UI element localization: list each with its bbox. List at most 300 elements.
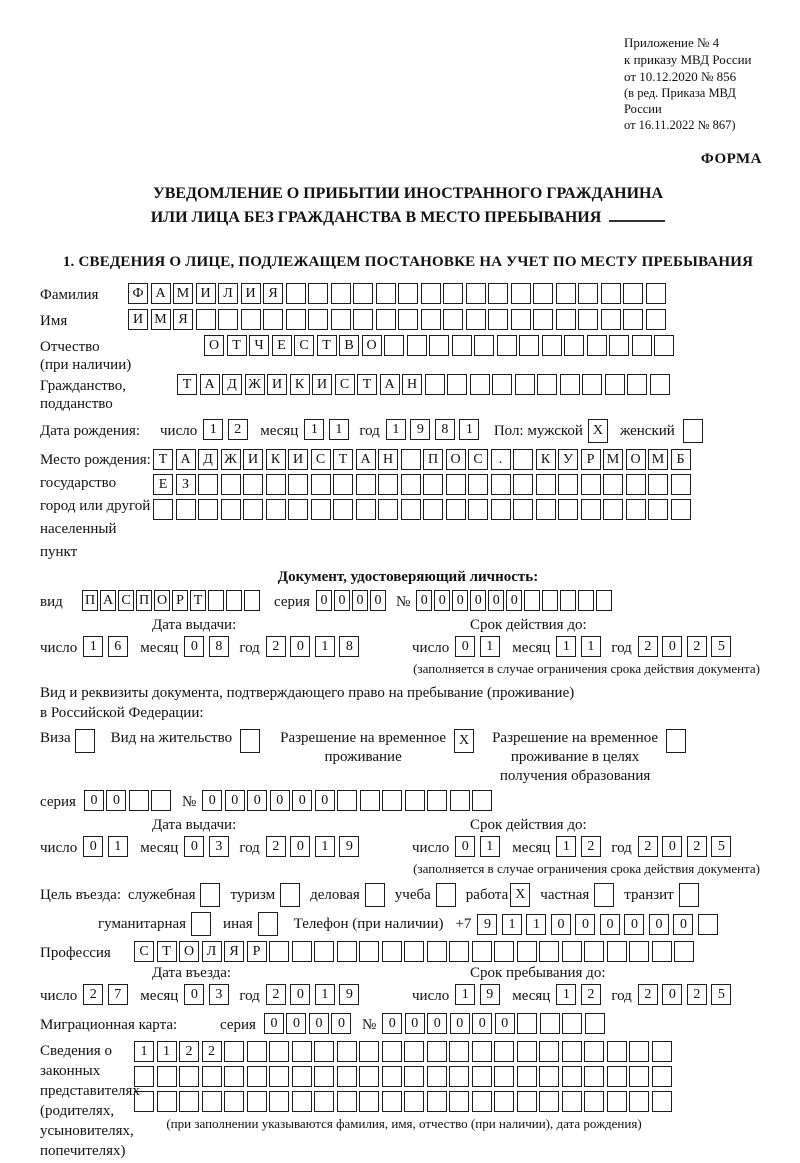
form-cell[interactable]	[517, 1041, 537, 1062]
form-cell[interactable]	[470, 374, 490, 395]
form-cell[interactable]: А	[380, 374, 400, 395]
form-cell[interactable]: 1	[459, 419, 479, 440]
form-cell[interactable]: 0	[600, 914, 620, 935]
form-cell[interactable]	[603, 499, 623, 520]
form-cell[interactable]	[382, 1091, 402, 1112]
form-cell[interactable]	[311, 474, 331, 495]
form-cell[interactable]: Д	[222, 374, 242, 395]
form-cell[interactable]: 0	[624, 914, 644, 935]
form-cell[interactable]	[450, 790, 470, 811]
form-cell[interactable]	[333, 474, 353, 495]
form-cell[interactable]	[359, 1041, 379, 1062]
form-cell[interactable]	[378, 474, 398, 495]
form-cell[interactable]	[331, 283, 351, 304]
form-cell[interactable]	[337, 1091, 357, 1112]
form-cell[interactable]: 0	[270, 790, 290, 811]
form-cell[interactable]: А	[200, 374, 220, 395]
form-cell[interactable]	[288, 474, 308, 495]
form-cell[interactable]	[472, 1041, 492, 1062]
form-cell[interactable]: 1	[480, 636, 500, 657]
form-cell[interactable]: 0	[290, 836, 310, 857]
form-cell[interactable]	[179, 1091, 199, 1112]
form-cell[interactable]	[607, 1041, 627, 1062]
form-cell[interactable]: 0	[264, 1013, 284, 1034]
form-cell[interactable]	[134, 1091, 154, 1112]
form-cell[interactable]	[376, 309, 396, 330]
form-cell[interactable]: 0	[416, 590, 432, 611]
form-cell[interactable]	[382, 1041, 402, 1062]
form-cell[interactable]	[423, 499, 443, 520]
form-cell[interactable]	[360, 790, 380, 811]
form-cell[interactable]: О	[204, 335, 224, 356]
form-cell[interactable]: 0	[370, 590, 386, 611]
form-cell[interactable]: 8	[435, 419, 455, 440]
form-cell[interactable]	[652, 941, 672, 962]
form-cell[interactable]	[421, 309, 441, 330]
form-cell[interactable]: В	[339, 335, 359, 356]
form-cell[interactable]: 0	[405, 1013, 425, 1034]
form-cell[interactable]	[648, 499, 668, 520]
form-cell[interactable]: 0	[106, 790, 126, 811]
form-cell[interactable]	[524, 590, 540, 611]
purpose-business-checkbox[interactable]	[365, 883, 385, 907]
form-cell[interactable]	[632, 335, 652, 356]
form-cell[interactable]: О	[179, 941, 199, 962]
form-cell[interactable]: 0	[184, 836, 204, 857]
form-cell[interactable]: А	[356, 449, 376, 470]
form-cell[interactable]: 9	[339, 984, 359, 1005]
form-cell[interactable]: .	[491, 449, 511, 470]
form-cell[interactable]	[266, 474, 286, 495]
form-cell[interactable]	[605, 374, 625, 395]
form-cell[interactable]	[333, 499, 353, 520]
purpose-transit-checkbox[interactable]	[679, 883, 699, 907]
form-cell[interactable]	[513, 499, 533, 520]
form-cell[interactable]: О	[446, 449, 466, 470]
form-cell[interactable]	[497, 335, 517, 356]
form-cell[interactable]: С	[134, 941, 154, 962]
form-cell[interactable]	[558, 499, 578, 520]
form-cell[interactable]	[562, 1013, 582, 1034]
form-cell[interactable]: 9	[339, 836, 359, 857]
form-cell[interactable]: И	[128, 309, 148, 330]
form-cell[interactable]	[443, 283, 463, 304]
form-cell[interactable]: Я	[224, 941, 244, 962]
form-cell[interactable]: Р	[581, 449, 601, 470]
form-cell[interactable]	[221, 499, 241, 520]
form-cell[interactable]	[513, 449, 533, 470]
form-cell[interactable]	[558, 474, 578, 495]
form-cell[interactable]	[176, 499, 196, 520]
form-cell[interactable]	[308, 309, 328, 330]
form-cell[interactable]: 3	[209, 836, 229, 857]
form-cell[interactable]	[337, 790, 357, 811]
form-cell[interactable]	[427, 1066, 447, 1087]
form-cell[interactable]	[513, 474, 533, 495]
form-cell[interactable]	[218, 309, 238, 330]
form-cell[interactable]	[314, 1041, 334, 1062]
form-cell[interactable]: 0	[673, 914, 693, 935]
form-cell[interactable]: 1	[556, 636, 576, 657]
form-cell[interactable]	[511, 309, 531, 330]
form-cell[interactable]	[584, 1066, 604, 1087]
form-cell[interactable]: 3	[209, 984, 229, 1005]
form-cell[interactable]	[292, 1091, 312, 1112]
form-cell[interactable]: П	[82, 590, 98, 611]
form-cell[interactable]: 2	[266, 636, 286, 657]
form-cell[interactable]	[308, 283, 328, 304]
form-cell[interactable]: Е	[153, 474, 173, 495]
form-cell[interactable]	[398, 283, 418, 304]
form-cell[interactable]	[626, 474, 646, 495]
form-cell[interactable]: 2	[638, 636, 658, 657]
form-cell[interactable]: И	[267, 374, 287, 395]
form-cell[interactable]	[578, 283, 598, 304]
form-cell[interactable]	[652, 1091, 672, 1112]
form-cell[interactable]	[533, 309, 553, 330]
form-cell[interactable]	[202, 1066, 222, 1087]
form-cell[interactable]	[157, 1066, 177, 1087]
form-cell[interactable]	[425, 374, 445, 395]
form-cell[interactable]	[398, 309, 418, 330]
form-cell[interactable]	[179, 1066, 199, 1087]
form-cell[interactable]	[623, 309, 643, 330]
form-cell[interactable]: 1	[134, 1041, 154, 1062]
form-cell[interactable]	[407, 335, 427, 356]
form-cell[interactable]	[359, 1091, 379, 1112]
form-cell[interactable]: И	[196, 283, 216, 304]
form-cell[interactable]: Т	[153, 449, 173, 470]
form-cell[interactable]	[449, 1066, 469, 1087]
form-cell[interactable]	[198, 474, 218, 495]
form-cell[interactable]	[263, 309, 283, 330]
form-cell[interactable]	[671, 499, 691, 520]
form-cell[interactable]	[468, 499, 488, 520]
form-cell[interactable]	[221, 474, 241, 495]
form-cell[interactable]: М	[151, 309, 171, 330]
form-cell[interactable]	[314, 1066, 334, 1087]
form-cell[interactable]	[601, 283, 621, 304]
form-cell[interactable]	[382, 941, 402, 962]
form-cell[interactable]	[542, 590, 558, 611]
form-cell[interactable]	[581, 499, 601, 520]
form-cell[interactable]	[468, 474, 488, 495]
form-cell[interactable]: 0	[506, 590, 522, 611]
permanent-residence-checkbox[interactable]	[240, 729, 260, 753]
form-cell[interactable]	[443, 309, 463, 330]
form-cell[interactable]: 0	[488, 590, 504, 611]
purpose-study-checkbox[interactable]	[436, 883, 456, 907]
form-cell[interactable]	[292, 941, 312, 962]
form-cell[interactable]: П	[423, 449, 443, 470]
form-cell[interactable]	[449, 941, 469, 962]
form-cell[interactable]	[405, 790, 425, 811]
form-cell[interactable]	[404, 941, 424, 962]
form-cell[interactable]: Т	[157, 941, 177, 962]
form-cell[interactable]	[536, 499, 556, 520]
form-cell[interactable]	[562, 1091, 582, 1112]
form-cell[interactable]	[376, 283, 396, 304]
form-cell[interactable]: 0	[331, 1013, 351, 1034]
form-cell[interactable]	[452, 335, 472, 356]
form-cell[interactable]: 0	[452, 590, 468, 611]
form-cell[interactable]: 0	[662, 836, 682, 857]
form-cell[interactable]	[562, 1041, 582, 1062]
form-cell[interactable]	[629, 1091, 649, 1112]
form-cell[interactable]: Ж	[245, 374, 265, 395]
purpose-humanitarian-checkbox[interactable]	[191, 912, 211, 936]
form-cell[interactable]: Я	[173, 309, 193, 330]
form-cell[interactable]: 0	[225, 790, 245, 811]
form-cell[interactable]	[153, 499, 173, 520]
form-cell[interactable]	[157, 1091, 177, 1112]
form-cell[interactable]	[244, 590, 260, 611]
form-cell[interactable]: 7	[108, 984, 128, 1005]
form-cell[interactable]: 0	[290, 636, 310, 657]
form-cell[interactable]	[472, 1066, 492, 1087]
form-cell[interactable]	[629, 1041, 649, 1062]
form-cell[interactable]	[578, 590, 594, 611]
form-cell[interactable]: И	[312, 374, 332, 395]
form-cell[interactable]	[646, 309, 666, 330]
form-cell[interactable]: 0	[472, 1013, 492, 1034]
form-cell[interactable]	[650, 374, 670, 395]
form-cell[interactable]: Я	[263, 283, 283, 304]
form-cell[interactable]: Т	[227, 335, 247, 356]
sex-male-checkbox[interactable]: X	[588, 419, 608, 443]
form-cell[interactable]	[384, 335, 404, 356]
form-cell[interactable]	[224, 1091, 244, 1112]
form-cell[interactable]: 0	[382, 1013, 402, 1034]
form-cell[interactable]: 1	[108, 836, 128, 857]
edu-residence-checkbox[interactable]	[666, 729, 686, 753]
form-cell[interactable]	[269, 1041, 289, 1062]
form-cell[interactable]: С	[118, 590, 134, 611]
form-cell[interactable]: 2	[638, 836, 658, 857]
form-cell[interactable]: 0	[575, 914, 595, 935]
form-cell[interactable]	[247, 1066, 267, 1087]
form-cell[interactable]	[494, 1091, 514, 1112]
form-cell[interactable]	[587, 335, 607, 356]
form-cell[interactable]: 2	[687, 984, 707, 1005]
form-cell[interactable]	[494, 941, 514, 962]
form-cell[interactable]	[560, 374, 580, 395]
form-cell[interactable]: 1	[455, 984, 475, 1005]
form-cell[interactable]: 0	[184, 636, 204, 657]
form-cell[interactable]	[382, 790, 402, 811]
form-cell[interactable]	[556, 283, 576, 304]
form-cell[interactable]	[292, 1041, 312, 1062]
form-cell[interactable]: У	[558, 449, 578, 470]
form-cell[interactable]	[517, 1066, 537, 1087]
form-cell[interactable]	[429, 335, 449, 356]
form-cell[interactable]	[196, 309, 216, 330]
form-cell[interactable]	[314, 941, 334, 962]
form-cell[interactable]: 9	[477, 914, 497, 935]
form-cell[interactable]	[286, 283, 306, 304]
form-cell[interactable]	[449, 1041, 469, 1062]
form-cell[interactable]: Н	[378, 449, 398, 470]
form-cell[interactable]	[243, 499, 263, 520]
form-cell[interactable]: 2	[83, 984, 103, 1005]
form-cell[interactable]	[537, 374, 557, 395]
purpose-other-checkbox[interactable]	[258, 912, 278, 936]
form-cell[interactable]: 0	[495, 1013, 515, 1034]
form-cell[interactable]	[515, 374, 535, 395]
form-cell[interactable]	[629, 941, 649, 962]
form-cell[interactable]	[584, 1041, 604, 1062]
form-cell[interactable]	[129, 790, 149, 811]
form-cell[interactable]: 5	[711, 836, 731, 857]
form-cell[interactable]	[241, 309, 261, 330]
form-cell[interactable]: 1	[556, 984, 576, 1005]
form-cell[interactable]	[584, 941, 604, 962]
form-cell[interactable]: 1	[83, 636, 103, 657]
form-cell[interactable]	[540, 1013, 560, 1034]
form-cell[interactable]: 5	[711, 984, 731, 1005]
form-cell[interactable]	[494, 1066, 514, 1087]
form-cell[interactable]: 2	[687, 636, 707, 657]
form-cell[interactable]	[226, 590, 242, 611]
form-cell[interactable]: 0	[427, 1013, 447, 1034]
form-cell[interactable]	[378, 499, 398, 520]
form-cell[interactable]: О	[154, 590, 170, 611]
form-cell[interactable]	[648, 474, 668, 495]
form-cell[interactable]	[269, 1066, 289, 1087]
form-cell[interactable]	[423, 474, 443, 495]
form-cell[interactable]: Ф	[128, 283, 148, 304]
temp-residence-checkbox[interactable]: X	[454, 729, 474, 753]
purpose-work-checkbox[interactable]: X	[510, 883, 530, 907]
form-cell[interactable]	[539, 941, 559, 962]
form-cell[interactable]	[247, 1041, 267, 1062]
form-cell[interactable]: 0	[470, 590, 486, 611]
form-cell[interactable]: 0	[455, 636, 475, 657]
sex-female-checkbox[interactable]	[683, 419, 703, 443]
form-cell[interactable]: 2	[228, 419, 248, 440]
form-cell[interactable]	[556, 309, 576, 330]
form-cell[interactable]	[562, 941, 582, 962]
form-cell[interactable]: З	[176, 474, 196, 495]
form-cell[interactable]	[353, 309, 373, 330]
form-cell[interactable]	[536, 474, 556, 495]
form-cell[interactable]: Т	[190, 590, 206, 611]
form-cell[interactable]	[517, 1013, 537, 1034]
form-cell[interactable]	[542, 335, 562, 356]
form-cell[interactable]	[629, 1066, 649, 1087]
form-cell[interactable]: М	[648, 449, 668, 470]
form-cell[interactable]	[359, 1066, 379, 1087]
form-cell[interactable]: А	[151, 283, 171, 304]
form-cell[interactable]: 0	[309, 1013, 329, 1034]
form-cell[interactable]	[585, 1013, 605, 1034]
form-cell[interactable]: 1	[304, 419, 324, 440]
form-cell[interactable]: 1	[329, 419, 349, 440]
form-cell[interactable]	[286, 309, 306, 330]
form-cell[interactable]: Ж	[221, 449, 241, 470]
form-cell[interactable]: Ч	[249, 335, 269, 356]
form-cell[interactable]: К	[290, 374, 310, 395]
form-cell[interactable]: 2	[202, 1041, 222, 1062]
form-cell[interactable]	[539, 1091, 559, 1112]
form-cell[interactable]	[311, 499, 331, 520]
form-cell[interactable]	[356, 474, 376, 495]
form-cell[interactable]: 0	[315, 790, 335, 811]
form-cell[interactable]: 0	[184, 984, 204, 1005]
form-cell[interactable]: П	[136, 590, 152, 611]
form-cell[interactable]: Е	[272, 335, 292, 356]
form-cell[interactable]	[627, 374, 647, 395]
form-cell[interactable]	[401, 499, 421, 520]
purpose-official-checkbox[interactable]	[200, 883, 220, 907]
form-cell[interactable]	[353, 283, 373, 304]
form-cell[interactable]	[539, 1041, 559, 1062]
form-cell[interactable]: С	[468, 449, 488, 470]
form-cell[interactable]: 0	[455, 836, 475, 857]
form-cell[interactable]: 8	[209, 636, 229, 657]
form-cell[interactable]	[607, 1091, 627, 1112]
visa-checkbox[interactable]	[75, 729, 95, 753]
form-cell[interactable]	[292, 1066, 312, 1087]
form-cell[interactable]	[337, 1066, 357, 1087]
form-cell[interactable]	[224, 1066, 244, 1087]
form-cell[interactable]: 2	[179, 1041, 199, 1062]
form-cell[interactable]: 9	[480, 984, 500, 1005]
form-cell[interactable]: 2	[687, 836, 707, 857]
form-cell[interactable]: 0	[434, 590, 450, 611]
form-cell[interactable]	[401, 474, 421, 495]
form-cell[interactable]	[488, 283, 508, 304]
form-cell[interactable]: М	[173, 283, 193, 304]
form-cell[interactable]	[337, 941, 357, 962]
form-cell[interactable]: А	[176, 449, 196, 470]
form-cell[interactable]: 1	[386, 419, 406, 440]
form-cell[interactable]	[359, 941, 379, 962]
form-cell[interactable]: 0	[202, 790, 222, 811]
form-cell[interactable]: К	[536, 449, 556, 470]
form-cell[interactable]	[466, 283, 486, 304]
form-cell[interactable]: М	[603, 449, 623, 470]
form-cell[interactable]	[472, 790, 492, 811]
form-cell[interactable]: Т	[333, 449, 353, 470]
form-cell[interactable]: Б	[671, 449, 691, 470]
form-cell[interactable]	[584, 1091, 604, 1112]
form-cell[interactable]	[596, 590, 612, 611]
form-cell[interactable]	[603, 474, 623, 495]
form-cell[interactable]	[578, 309, 598, 330]
form-cell[interactable]: 1	[556, 836, 576, 857]
form-cell[interactable]: 0	[286, 1013, 306, 1034]
form-cell[interactable]	[519, 335, 539, 356]
form-cell[interactable]: Т	[177, 374, 197, 395]
form-cell[interactable]	[356, 499, 376, 520]
form-cell[interactable]: Л	[218, 283, 238, 304]
form-cell[interactable]	[466, 309, 486, 330]
purpose-tourism-checkbox[interactable]	[280, 883, 300, 907]
form-cell[interactable]	[331, 309, 351, 330]
form-cell[interactable]	[427, 1091, 447, 1112]
form-cell[interactable]: 0	[662, 636, 682, 657]
form-cell[interactable]	[421, 283, 441, 304]
form-cell[interactable]	[560, 590, 576, 611]
form-cell[interactable]	[491, 499, 511, 520]
form-cell[interactable]: С	[294, 335, 314, 356]
form-cell[interactable]	[582, 374, 602, 395]
form-cell[interactable]: К	[266, 449, 286, 470]
form-cell[interactable]	[609, 335, 629, 356]
form-cell[interactable]: 2	[638, 984, 658, 1005]
form-cell[interactable]	[562, 1066, 582, 1087]
